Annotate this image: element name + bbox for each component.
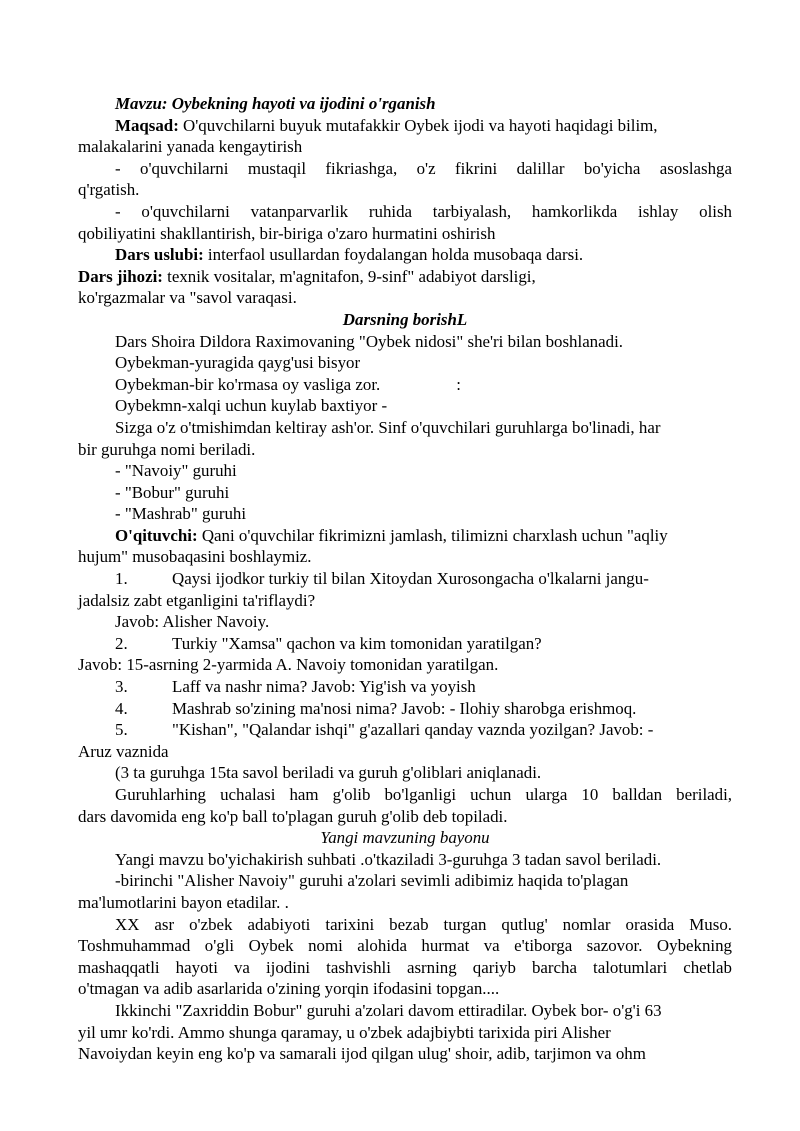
question-5-cont: Aruz vaznida (78, 741, 169, 761)
equipment-text-cont: ko'rgazmalar va "savol varaqasi. (78, 288, 297, 308)
group-item-mashrab: - "Mashrab" guruhi (115, 504, 247, 524)
equipment-text: texnik vositalar, m'agnitafon, 9-sinf" adabiyot darsligi, (162, 266, 536, 286)
score-line: Guruhlarhing uchalasi ham g'olib bo'lganligi uchun ularga 10 balldan beriladi, (115, 785, 732, 804)
teacher-text-cont: hujum" musobaqasini boshlaymiz. (78, 547, 312, 567)
paragraph-xx-line-2: Toshmuhammad o'gli Oybek nomi alohida hurmat va e'tiborga sazovor. Oybekning (78, 936, 732, 956)
equipment-label: Dars jihozi: (78, 266, 163, 286)
question-text: "Kishan", "Qalandar ishqi" g'azallari qanday vaznda yozilgan? Javob: - (172, 720, 654, 740)
poem-line-3: Oybekmn-xalqi uchun kuylab baxtiyor - (115, 396, 388, 416)
group-item-navoiy: - "Navoiy" guruhi (115, 461, 237, 481)
question-text: Turkiy "Xamsa" qachon va kim tomonidan yaratilgan? (172, 633, 542, 653)
equipment-line (78, 266, 732, 288)
poem-line-1: Oybekman-yuragida qayg'usi bisyor (115, 353, 361, 373)
section-heading-borish: Darsning borishL (342, 309, 468, 329)
goal-2-line-2: q'rgatish. (78, 180, 140, 200)
new-topic-intro: Yangi mavzu bo'yichakirish suhbati .o'tkaziladi 3-guruhga 3 tadan savol beriladi. (115, 849, 662, 869)
question-5 (78, 719, 732, 741)
paragraph-xx-line-4: o'tmagan va adib asarlarida o'zining yorqin ifodasini topgan.... (78, 979, 500, 999)
question-text: Mashrab so'zining ma'nosi nima? Javob: - Ilohiy sharobga erishmoq. (172, 698, 637, 718)
second-group-line-3: Navoiydan keyin eng ko'p va samarali ijod qilgan ulug' shoir, adib, tarjimon va ohm (78, 1044, 646, 1064)
second-group-line-2: yil umr ko'rdi. Ammo shunga qaramay, u o'zbek adajbiybti tarixida piri Alisher (78, 1022, 611, 1042)
score-line-cont: dars davomida eng ko'p ball to'plagan guruh g'olib deb topiladi. (78, 806, 508, 826)
question-3 (78, 676, 732, 698)
question-2 (78, 633, 732, 655)
first-group-line: -birinchi "Alisher Navoiy" guruhi a'zolari sevimli adibimiz haqida to'plagan (115, 871, 629, 891)
question-number: 4. (115, 698, 128, 718)
question-2-answer: Javob: 15-asrning 2-yarmida A. Navoiy tomonidan yaratilgan. (78, 655, 499, 675)
goal-3-line-1: - o'quvchilarni vatanparvarlik ruhida tarbiyalash, hamkorlikda ishlay olish (115, 201, 732, 221)
teacher-line (78, 525, 732, 547)
question-4 (78, 698, 732, 720)
goal-label: Maqsad: (115, 115, 179, 135)
question-number: 1. (115, 569, 128, 589)
poem-line-2-text: Oybekman-bir ko'rmasa oy vasliga zor. (115, 374, 381, 394)
question-text: Laff va nashr nima? Javob: Yig'ish va yoyish (172, 677, 476, 697)
poem-colon: : (456, 374, 461, 394)
group-item-bobur: - "Bobur" guruhi (115, 482, 230, 502)
method-label: Dars uslubi: (115, 245, 204, 265)
question-number: 3. (115, 677, 128, 697)
intro-line: Dars Shoira Dildora Raximovaning "Oybek nidosi" she'ri bilan boshlanadi. (115, 331, 623, 351)
question-text: Qaysi ijodkor turkiy til bilan Xitoydan Xurosongacha o'lkalarni jangu- (172, 569, 649, 589)
section-heading-yangi: Yangi mavzuning bayonu (320, 828, 490, 848)
question-1 (78, 568, 732, 590)
poem-line-2 (78, 374, 732, 396)
goal-line (78, 115, 732, 137)
goal-2-line-1: - o'quvchilarni mustaqil fikriashga, o'z fikrini dalillar bo'yicha asoslashga (115, 158, 732, 178)
groups-intro-cont: bir guruhga nomi beriladi. (78, 439, 256, 459)
teacher-text: Qani o'quvchilar fikrimizni jamlash, tilimizni charxlash uchun "aqliy (197, 525, 668, 545)
method-text: interfaol usullardan foydalangan holda musobaqa darsi. (203, 245, 584, 265)
summary-line: (3 ta guruhga 15ta savol beriladi va guruh g'oliblari aniqlanadi. (115, 763, 542, 783)
groups-intro: Sizga o'z o'tmishimdan keltiray ash'or. Sinf o'quvchilari guruhlarga bo'linadi, har (115, 417, 661, 437)
goal-text: O'quvchilarni buyuk mutafakkir Oybek ijodi va hayoti haqidagi bilim, (178, 115, 658, 135)
lesson-title: Mavzu: Oybekning hayoti va ijodini o'rganish (115, 94, 436, 113)
document-page (78, 93, 732, 1065)
question-1-answer: Javob: Alisher Navoiy. (115, 612, 270, 632)
question-number: 5. (115, 720, 128, 740)
second-group-line-1: Ikkinchi "Zaxriddin Bobur" guruhi a'zolari davom ettiradilar. Oybek bor- o'g'i 63 (115, 1000, 662, 1020)
paragraph-xx-line-1: XX asr o'zbek adabiyoti tarixini bezab turgan qutlug' nomlar orasida Muso. (115, 914, 732, 934)
paragraph-xx-line-3: mashaqqatli hayoti va ijodini tashvishli asrning qariyb barcha talotumlari chetlab (78, 957, 732, 977)
method-line (78, 244, 732, 266)
question-number: 2. (115, 633, 128, 653)
first-group-line-cont: ma'lumotlarini bayon etadilar. . (78, 892, 289, 912)
teacher-label: O'qituvchi: (115, 525, 198, 545)
goal-text-cont: malakalarini yanada kengaytirish (78, 137, 303, 157)
question-1-cont: jadalsiz zabt etganligini ta'riflaydi? (78, 590, 316, 610)
goal-3-line-2: qobiliyatini shakllantirish, bir-biriga o'zaro hurmatini oshirish (78, 223, 496, 243)
